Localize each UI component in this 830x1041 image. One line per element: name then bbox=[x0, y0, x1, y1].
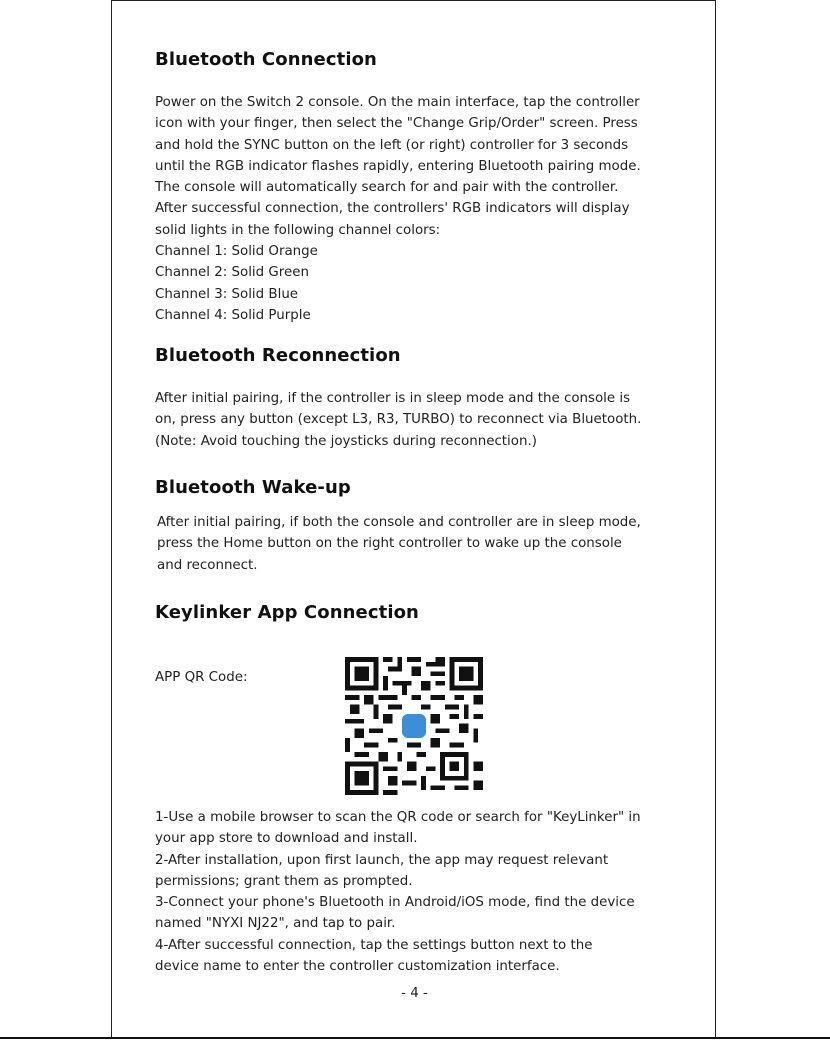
text-line: until the RGB indicator flashes rapidly, entering Bluetooth pairing mode. bbox=[155, 158, 641, 174]
channel-line: Channel 3: Solid Blue bbox=[155, 286, 299, 302]
page-number: - 4 - bbox=[401, 986, 428, 1001]
text-line: Power on the Switch 2 console. On the main interface, tap the controller bbox=[155, 95, 640, 110]
text-line: After initial pairing, if the controller is in sleep mode and the console is bbox=[155, 391, 631, 406]
step-line: 4-After successful connection, tap the settings button next to the bbox=[155, 937, 593, 953]
text-line: press the Home button on the right controller to wake up the console bbox=[157, 536, 622, 552]
text-line: solid lights in the following channel colors: bbox=[155, 222, 441, 238]
manual-page bbox=[111, 0, 716, 1038]
text-line: icon with your finger, then select the "Change Grip/Order" screen. Press bbox=[155, 116, 638, 132]
section-body bbox=[155, 388, 700, 452]
text-line: and reconnect. bbox=[157, 557, 258, 573]
qr-label: APP QR Code: bbox=[155, 670, 248, 685]
channel-line: Channel 4: Solid Purple bbox=[155, 307, 311, 323]
step-line: named "NYXI NJ22", and tap to pair. bbox=[155, 916, 396, 932]
step-line: 3-Connect your phone's Bluetooth in Android/iOS mode, find the device bbox=[155, 895, 635, 911]
qr-row bbox=[155, 657, 695, 797]
section-title: Keylinker App Connection bbox=[155, 602, 419, 623]
channel-line: Channel 1: Solid Orange bbox=[155, 244, 318, 260]
text-line: After successful connection, the controllers' RGB indicators will display bbox=[155, 201, 630, 217]
step-line: permissions; grant them as prompted. bbox=[155, 873, 413, 889]
text-line: (Note: Avoid touching the joysticks during reconnection.) bbox=[155, 433, 537, 449]
text-line: After initial pairing, if both the console and controller are in sleep mode, bbox=[157, 515, 641, 530]
step-line: your app store to download and install. bbox=[155, 831, 418, 847]
text-line: The console will automatically search for and pair with the controller. bbox=[155, 180, 619, 196]
bottom-border bbox=[0, 1037, 830, 1039]
step-line: device name to enter the controller customization interface. bbox=[155, 959, 560, 975]
section-title: Bluetooth Connection bbox=[155, 49, 377, 70]
text-line: on, press any button (except L3, R3, TURBO) to reconnect via Bluetooth. bbox=[155, 412, 642, 428]
section-body bbox=[155, 92, 700, 326]
section-title: Bluetooth Wake-up bbox=[155, 477, 351, 498]
section-bluetooth-connection bbox=[155, 49, 700, 326]
section-title: Bluetooth Reconnection bbox=[155, 345, 401, 366]
text-line: and hold the SYNC button on the left (or right) controller for 3 seconds bbox=[155, 137, 629, 153]
section-app-connection bbox=[155, 602, 700, 623]
qr-code-image bbox=[345, 657, 483, 795]
step-line: 1-Use a mobile browser to scan the QR code or search for "KeyLinker" in bbox=[155, 810, 641, 825]
step-line: 2-After installation, upon first launch, the app may request relevant bbox=[155, 852, 609, 868]
channel-line: Channel 2: Solid Green bbox=[155, 265, 309, 281]
section-body bbox=[155, 512, 700, 576]
section-bluetooth-wakeup bbox=[155, 477, 700, 576]
app-steps bbox=[155, 807, 700, 977]
section-bluetooth-reconnection bbox=[155, 345, 700, 452]
